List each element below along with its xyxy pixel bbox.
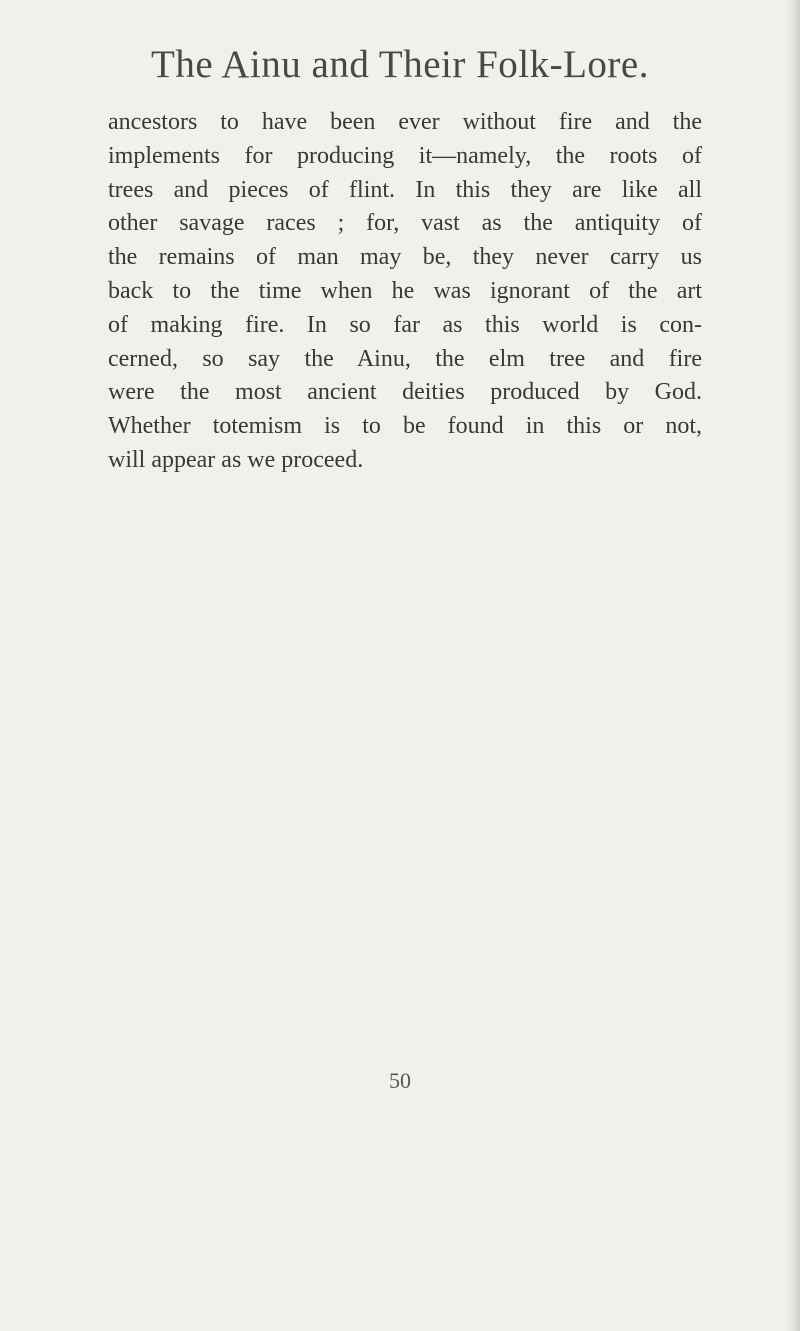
text-line: were the most ancient deities produced by God. — [108, 379, 702, 406]
page-edge-shadow — [786, 0, 800, 1331]
text-line: trees and pieces of flint. In this they are like all — [108, 176, 702, 203]
text-line: will appear as we proceed. — [108, 446, 364, 473]
text-line: the remains of man may be, they never carry us — [108, 244, 702, 271]
page-number: 50 — [389, 1068, 411, 1093]
text-line: ancestors to have been ever without fire and the — [108, 109, 702, 135]
text-line: other savage races ; for, vast as the antiquity of — [108, 210, 702, 237]
running-head: The Ainu and Their Folk-Lore. — [151, 43, 649, 86]
body-paragraph — [108, 106, 702, 478]
text-line: back to the time when he was ignorant of the art — [108, 277, 702, 304]
text-line: of making fire. In so far as this world is con- — [108, 311, 702, 338]
text-line: cerned, so say the Ainu, the elm tree and fire — [108, 345, 702, 372]
text-line: Whether totemism is to be found in this or not, — [108, 413, 702, 440]
text-line: implements for producing it—namely, the roots of — [108, 142, 702, 169]
